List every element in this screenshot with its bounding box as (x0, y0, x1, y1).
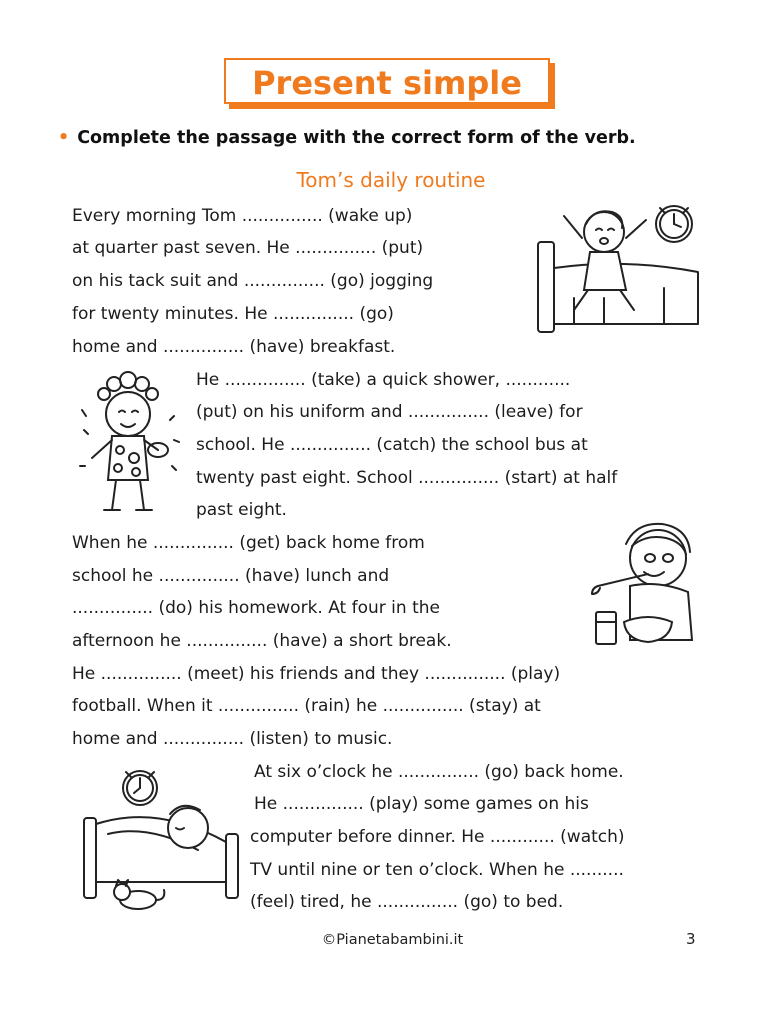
passage-line: He ............... (meet) his friends and they ............... (play) (72, 664, 561, 684)
passage-line: At six o’clock he ............... (go) back home. (254, 762, 624, 782)
instruction (58, 128, 636, 148)
passage-line: on his tack suit and ............... (go) jogging (72, 271, 434, 291)
page-number: 3 (686, 930, 696, 948)
passage-line: Every morning Tom ............... (wake up) (72, 206, 413, 226)
instruction-text: Complete the passage with the correct form of the verb. (77, 128, 636, 148)
boy-sleeping-illustration (78, 764, 244, 914)
passage-line: school. He ............... (catch) the school bus at (196, 435, 588, 455)
passage-line: school he ............... (have) lunch and (72, 566, 390, 586)
page-title: Present simple (252, 64, 522, 102)
passage-line: past eight. (196, 500, 287, 520)
passage-line: at quarter past seven. He ............... (put) (72, 238, 424, 258)
boy-waking-up-illustration (534, 198, 704, 338)
passage-line: When he ............... (get) back home from (72, 533, 425, 553)
title-box (224, 58, 550, 104)
passage-line: home and ............... (listen) to music. (72, 729, 393, 749)
boy-eating-illustration (586, 516, 704, 648)
passage-line: He ............... (play) some games on his (254, 794, 589, 814)
passage-line: computer before dinner. He ............ (watch) (250, 827, 625, 847)
bullet-icon: • (58, 128, 70, 148)
passage-line: ............... (do) his homework. At four in the (72, 598, 440, 618)
passage-line: afternoon he ............... (have) a short break. (72, 631, 452, 651)
passage-line: home and ............... (have) breakfast. (72, 337, 396, 357)
passage-line: twenty past eight. School ............... (start) at half (196, 468, 618, 488)
copyright-footer: ©Pianetabambini.it (321, 932, 464, 948)
passage-line: (put) on his uniform and ............... (leave) for (196, 402, 583, 422)
passage-line: He ............... (take) a quick shower, ............ (196, 370, 571, 390)
boy-showering-illustration (74, 370, 186, 520)
passage-line: football. When it ............... (rain) he ............... (stay) at (72, 696, 541, 716)
passage-line: for twenty minutes. He ............... (go) (72, 304, 394, 324)
passage-line: (feel) tired, he ............... (go) to bed. (250, 892, 564, 912)
passage-title: Tom’s daily routine (296, 168, 486, 192)
passage-line: TV until nine or ten o’clock. When he .......... (250, 860, 624, 880)
